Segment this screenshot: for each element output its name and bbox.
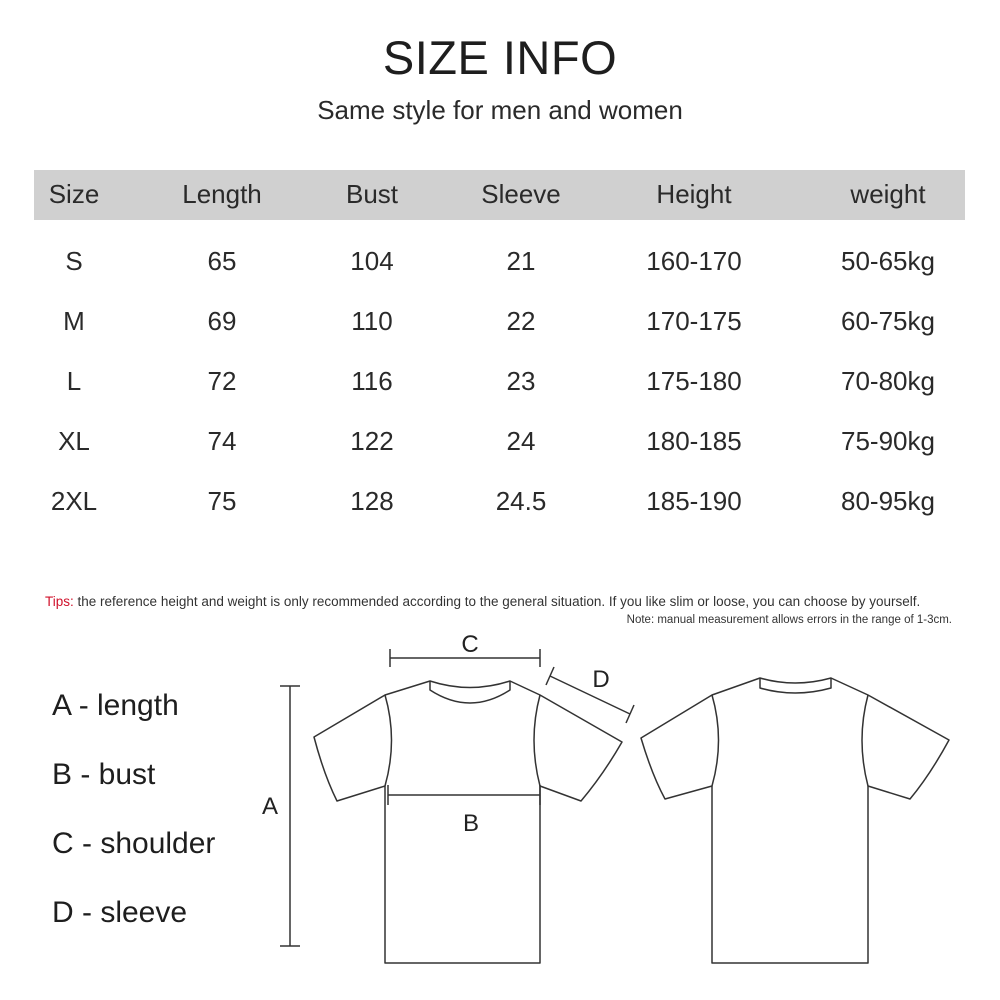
- cell-height: 185-190: [646, 486, 742, 516]
- legend-shoulder: C - shoulder: [52, 827, 216, 860]
- cell-length: 74: [207, 426, 237, 456]
- cell-sleeve: 21: [506, 246, 536, 276]
- cell-weight: 70-80kg: [841, 366, 935, 396]
- legend-length: A - length: [52, 689, 179, 722]
- cell-height: 170-175: [646, 306, 742, 336]
- cell-bust: 116: [351, 366, 393, 396]
- cell-sleeve: 22: [506, 306, 536, 336]
- cell-height: 160-170: [646, 246, 742, 276]
- label-d: D: [592, 666, 610, 693]
- tshirt-back-illustration: [641, 678, 949, 963]
- cell-sleeve: 24.5: [495, 486, 547, 516]
- cell-size: 2XL: [50, 486, 98, 516]
- cell-weight: 60-75kg: [841, 306, 935, 336]
- legend-bust: B - bust: [52, 758, 156, 791]
- cell-size: S: [65, 246, 83, 276]
- column-header-size: Size: [48, 179, 100, 209]
- cell-bust: 104: [350, 246, 394, 276]
- column-header-length: Length: [182, 179, 262, 209]
- cell-length: 69: [207, 306, 237, 336]
- measure-line-d: [546, 667, 634, 723]
- cell-height: 175-180: [646, 366, 742, 396]
- measurement-note: Note: manual measurement allows errors in the range of 1-3cm.: [626, 614, 952, 626]
- column-header-height: Height: [656, 179, 732, 209]
- cell-length: 75: [207, 486, 237, 516]
- tips-label: Tips:: [45, 594, 74, 609]
- cell-sleeve: 23: [506, 366, 536, 396]
- measure-line-a: [280, 686, 300, 946]
- label-c: C: [461, 631, 479, 658]
- column-header-bust: Bust: [345, 179, 399, 209]
- label-a: A: [261, 793, 279, 820]
- cell-bust: 122: [350, 426, 394, 456]
- page-title: SIZE INFO: [382, 31, 618, 84]
- page-subtitle: Same style for men and women: [317, 95, 683, 125]
- legend-sleeve: D - sleeve: [52, 896, 188, 929]
- tips-body: the reference height and weight is only recommended according to the general situation. If you like slim or loose, you can choose by yourself.: [73, 594, 921, 609]
- cell-weight: 50-65kg: [841, 246, 935, 276]
- cell-sleeve: 24: [506, 426, 536, 456]
- cell-weight: 75-90kg: [841, 426, 935, 456]
- cell-size: L: [66, 366, 82, 396]
- column-header-sleeve: Sleeve: [481, 179, 561, 209]
- cell-length: 72: [207, 366, 237, 396]
- cell-size: XL: [58, 426, 90, 456]
- cell-weight: 80-95kg: [841, 486, 935, 516]
- cell-bust: 110: [351, 306, 393, 336]
- cell-bust: 128: [350, 486, 394, 516]
- label-b: B: [462, 810, 480, 837]
- column-header-weight: weight: [850, 179, 926, 209]
- cell-height: 180-185: [646, 426, 742, 456]
- measure-line-b: [388, 785, 540, 805]
- cell-length: 65: [207, 246, 237, 276]
- cell-size: M: [63, 306, 85, 336]
